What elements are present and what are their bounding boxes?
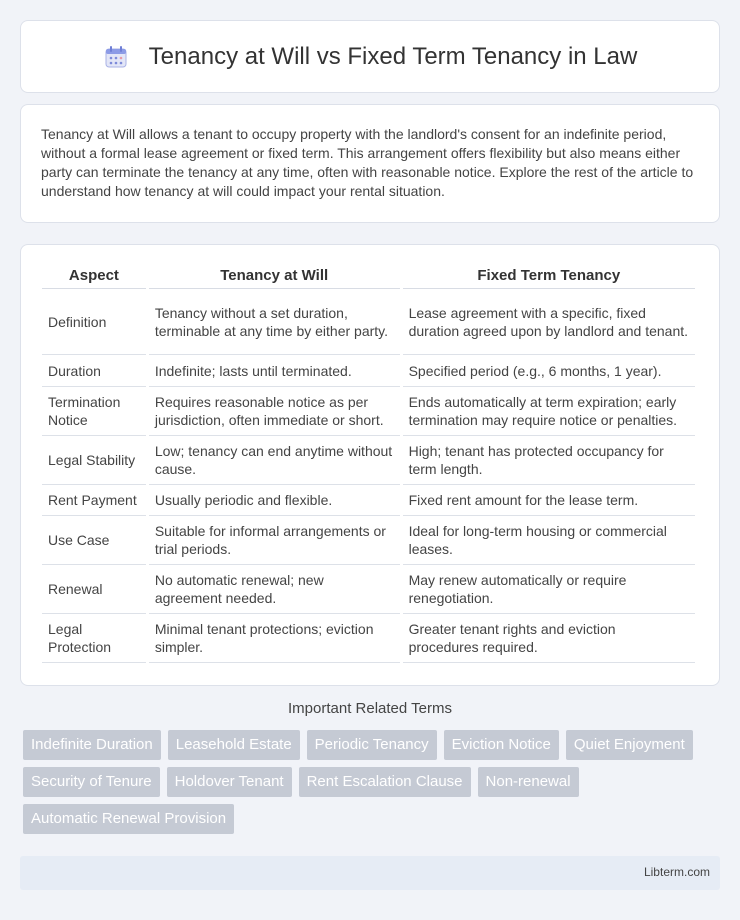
intro-card <box>20 104 720 223</box>
related-terms-list <box>23 730 720 834</box>
table-cell: Specified period (e.g., 6 months, 1 year). <box>403 355 695 387</box>
related-term-tag[interactable]: Leasehold Estate <box>168 730 300 760</box>
related-term-tag[interactable]: Indefinite Duration <box>23 730 161 760</box>
header-aspect: Aspect <box>42 263 146 289</box>
table-row <box>42 387 695 436</box>
related-terms-title: Important Related Terms <box>288 700 452 717</box>
table-cell: Requires reasonable notice as per jurisdiction, often immediate or short. <box>149 387 400 436</box>
table-cell: Minimal tenant protections; eviction simpler. <box>149 614 400 663</box>
table-cell: May renew automatically or require renegotiation. <box>403 565 695 614</box>
page-title: Tenancy at Will vs Fixed Term Tenancy in Law <box>148 42 638 70</box>
related-term-tag[interactable]: Automatic Renewal Provision <box>23 804 234 834</box>
table-row <box>42 516 695 565</box>
table-row <box>42 289 695 355</box>
table-cell: Lease agreement with a specific, fixed duration agreed upon by landlord and tenant. <box>403 289 695 355</box>
table-row <box>42 485 695 516</box>
header-fixed-term: Fixed Term Tenancy <box>403 263 695 289</box>
table-cell: Suitable for informal arrangements or trial periods. <box>149 516 400 565</box>
table-cell: Ideal for long-term housing or commercial leases. <box>403 516 695 565</box>
related-term-tag[interactable]: Eviction Notice <box>444 730 559 760</box>
table-cell: Low; tenancy can end anytime without cause. <box>149 436 400 485</box>
related-term-tag[interactable]: Quiet Enjoyment <box>566 730 693 760</box>
table-cell: Fixed rent amount for the lease term. <box>403 485 695 516</box>
table-row <box>42 614 695 663</box>
table-header-row <box>42 263 695 289</box>
table-cell: Usually periodic and flexible. <box>149 485 400 516</box>
related-term-tag[interactable]: Holdover Tenant <box>167 767 292 797</box>
related-terms-section <box>20 700 720 834</box>
table-cell: Legal Protection <box>42 614 146 663</box>
table-cell: Definition <box>42 289 146 355</box>
table-cell: Ends automatically at term expiration; early termination may require notice or penalties. <box>403 387 695 436</box>
footer <box>20 856 720 890</box>
table-cell: Greater tenant rights and eviction procedures required. <box>403 614 695 663</box>
table-row <box>42 355 695 387</box>
related-term-tag[interactable]: Rent Escalation Clause <box>299 767 471 797</box>
comparison-table <box>39 263 698 663</box>
table-cell: Tenancy without a set duration, terminable at any time by either party. <box>149 289 400 355</box>
table-cell: Renewal <box>42 565 146 614</box>
table-cell: Use Case <box>42 516 146 565</box>
table-cell: Indefinite; lasts until terminated. <box>149 355 400 387</box>
table-cell: Duration <box>42 355 146 387</box>
footer-site-link[interactable]: Libterm.com <box>643 865 710 879</box>
related-term-tag[interactable]: Non-renewal <box>478 767 579 797</box>
related-term-tag[interactable]: Security of Tenure <box>23 767 160 797</box>
table-cell: Legal Stability <box>42 436 146 485</box>
table-row <box>42 436 695 485</box>
table-cell: Rent Payment <box>42 485 146 516</box>
header-tenancy-at-will: Tenancy at Will <box>149 263 400 289</box>
related-term-tag[interactable]: Periodic Tenancy <box>307 730 437 760</box>
table-cell: Termination Notice <box>42 387 146 436</box>
table-row <box>42 565 695 614</box>
comparison-table-card <box>20 244 720 686</box>
calendar-icon <box>103 44 129 70</box>
intro-text: Tenancy at Will allows a tenant to occupy property with the landlord's consent for an indefinite period, without a formal lease agreement or fixed term. This arrangement offers flexibility but also means either party can terminate the tenancy at any time, often with reasonable notice. Explore the rest of the article to understand how tenancy at will could impact your rental situation. <box>41 126 694 199</box>
title-card <box>20 20 720 93</box>
table-cell: High; tenant has protected occupancy for term length. <box>403 436 695 485</box>
table-cell: No automatic renewal; new agreement needed. <box>149 565 400 614</box>
